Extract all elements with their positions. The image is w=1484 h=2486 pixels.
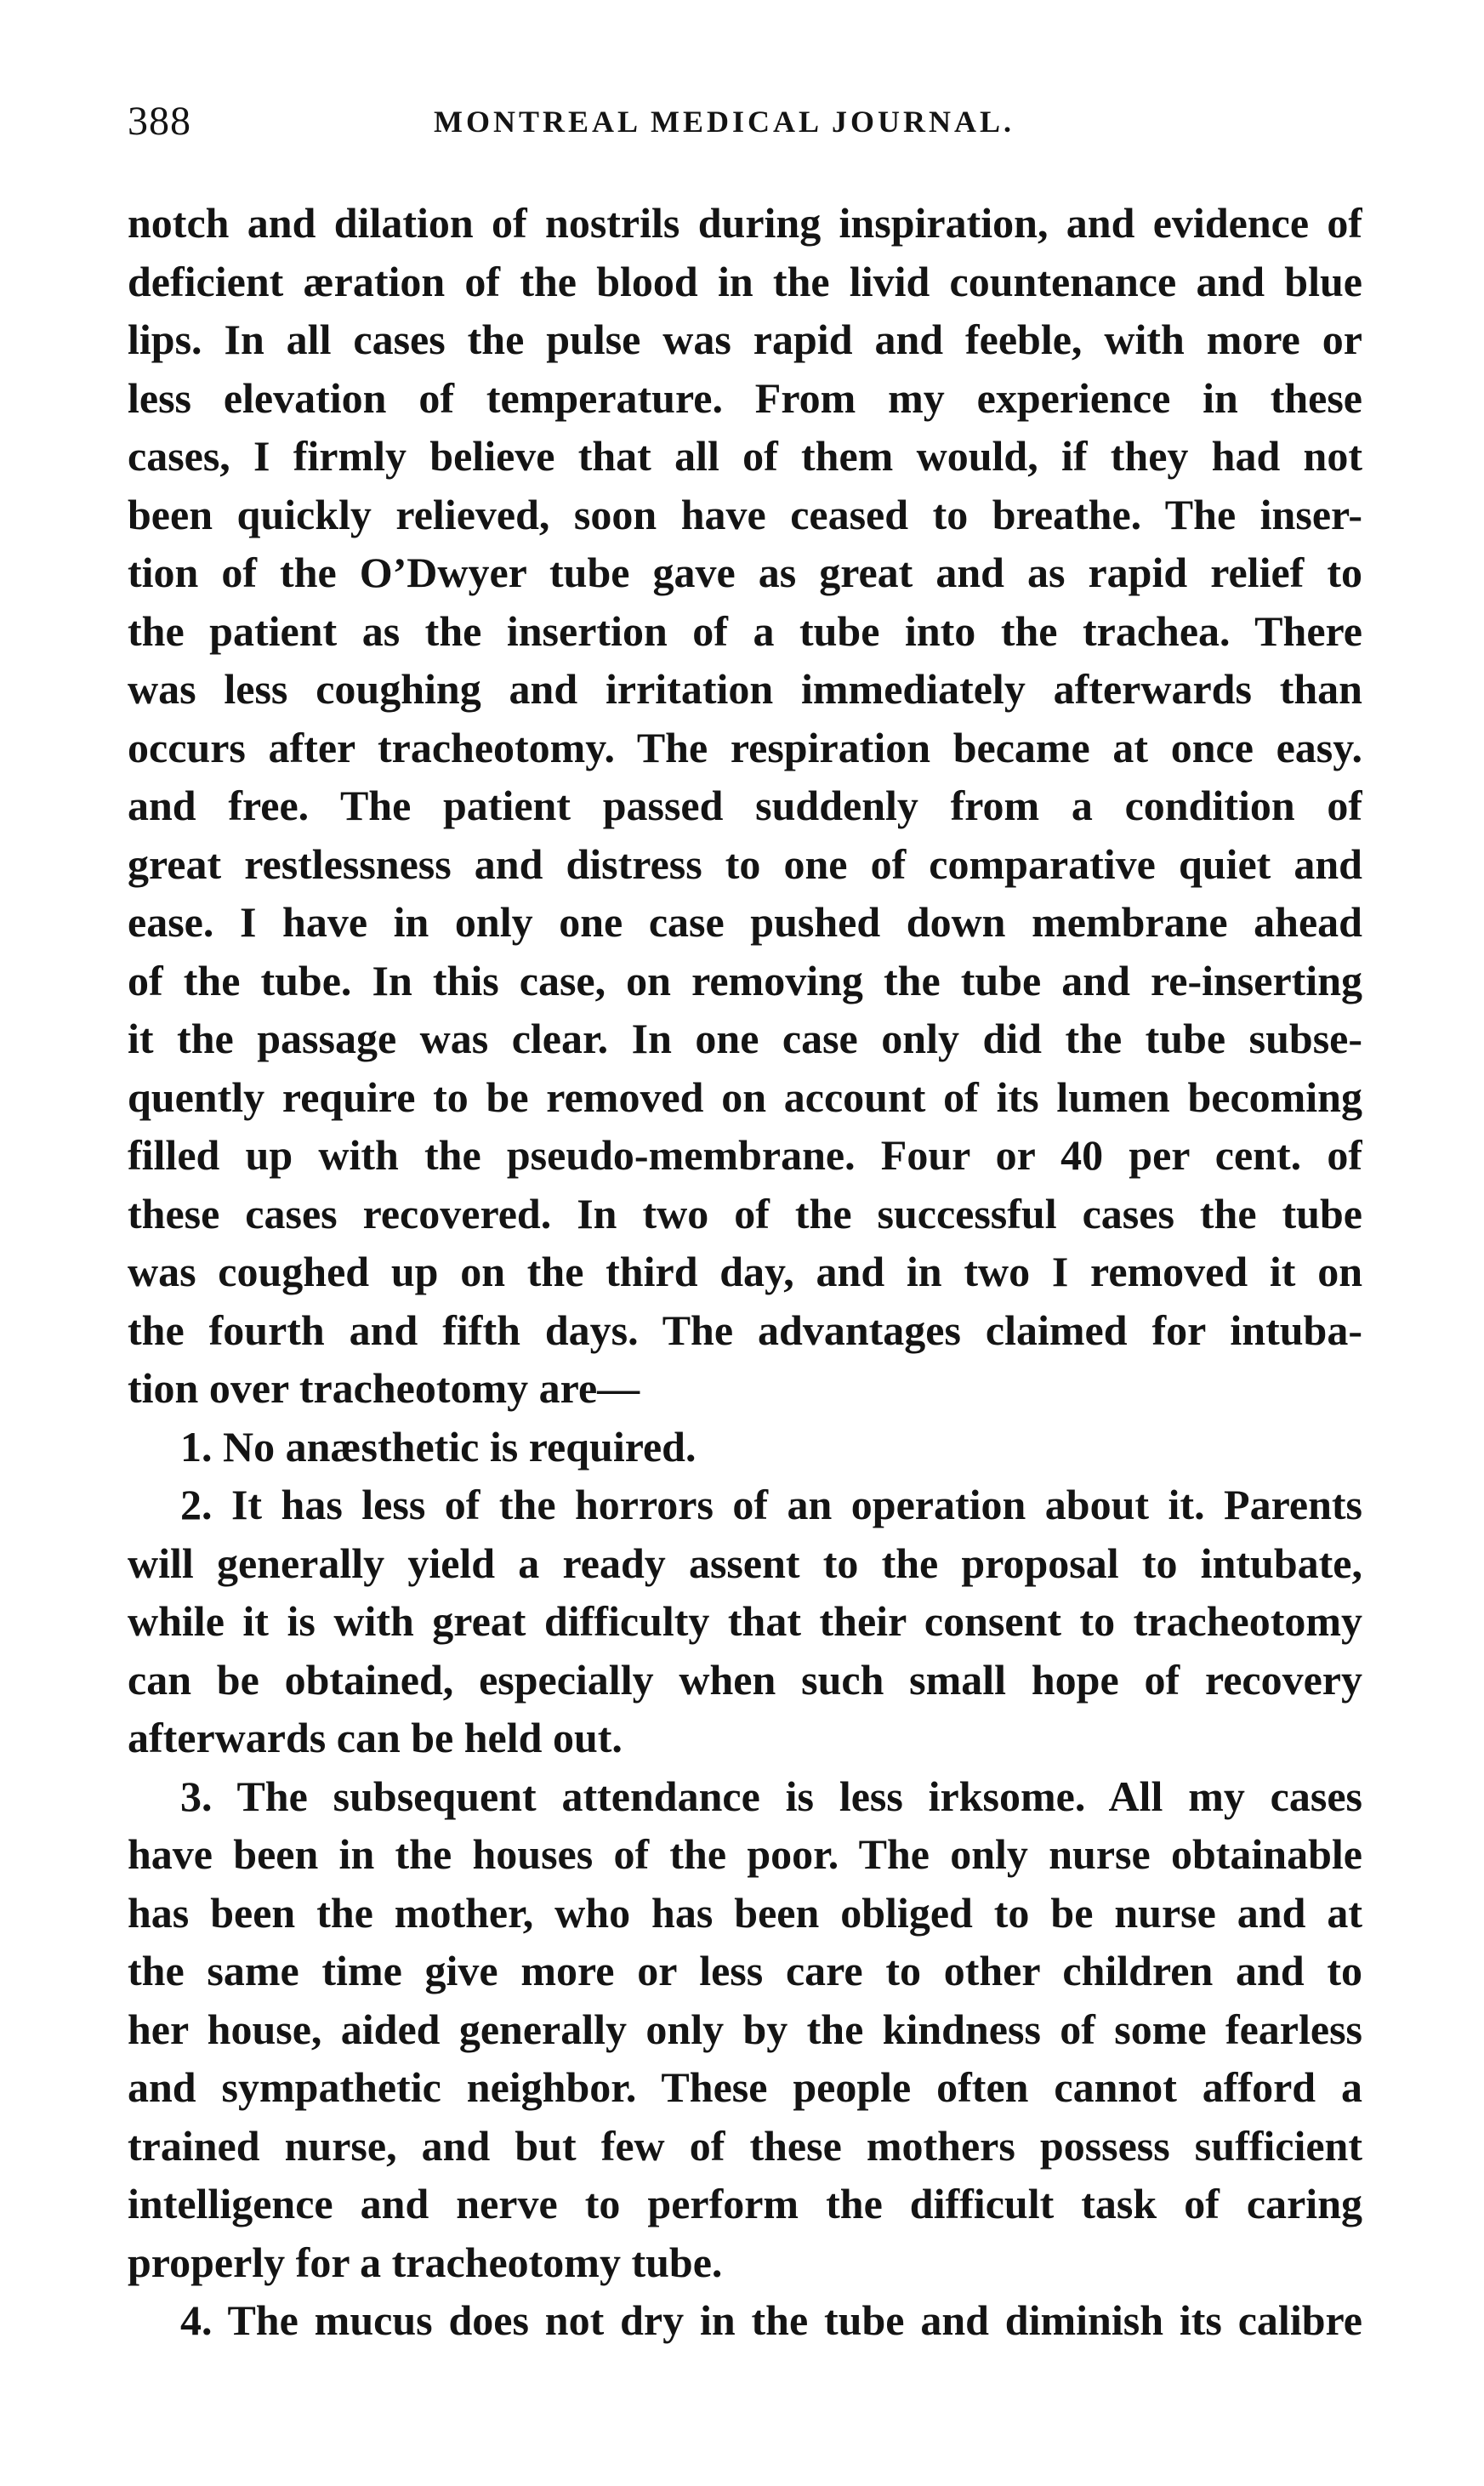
text-line: intelligence and nerve to perform the difficult task of caring — [128, 2180, 1362, 2227]
text-line: cases, I firmly believe that all of them would, if they had not — [128, 432, 1362, 480]
text-line: deficient æration of the blood in the livid countenance and blue — [128, 257, 1362, 305]
text-line: great restlessness and distress to one of comparative quiet and — [128, 839, 1362, 888]
text-line: ease. I have in only one case pushed down membrane ahead — [128, 898, 1362, 946]
body-text — [128, 194, 1362, 2350]
text-line: tion over tracheotomy are— — [128, 1364, 640, 1412]
text-line: occurs after tracheotomy. The respiration became at once easy. — [128, 723, 1362, 771]
text-line: was coughed up on the third day, and in two I removed it on — [128, 1248, 1362, 1295]
text-line: and free. The patient passed suddenly from a condition of — [128, 782, 1362, 829]
text-line: the patient as the insertion of a tube into the trachea. There — [128, 606, 1362, 655]
list-item-1: 1. No anæsthetic is required. — [180, 1422, 697, 1471]
text-line: afterwards can be held out. — [128, 1714, 623, 1761]
running-head: MONTREAL MEDICAL JOURNAL. — [434, 105, 1015, 139]
text-line: have been in the houses of the poor. The only nurse obtainable — [128, 1830, 1362, 1878]
text-line: the same time give more or less care to other children and to — [128, 1947, 1362, 1994]
text-line: while it is with great difficulty that their consent to tracheotomy — [128, 1597, 1362, 1645]
text-line: tion of the O’Dwyer tube gave as great and as rapid relief to — [128, 549, 1362, 596]
text-line: her house, aided generally only by the kindness of some fearless — [128, 2005, 1362, 2053]
text-line: will generally yield a ready assent to the proposal to intubate, — [128, 1539, 1362, 1587]
text-line: it the passage was clear. In one case only did the tube subse- — [128, 1015, 1362, 1062]
text-line: these cases recovered. In two of the successful cases the tube — [128, 1189, 1362, 1237]
text-line: properly for a tracheotomy tube. — [128, 2238, 723, 2286]
text-line: of the tube. In this case, on removing the tube and re-inserting — [128, 956, 1362, 1004]
list-item-2: 2. It has less of the horrors of an operation about it. Parents — [180, 1481, 1362, 1528]
list-item-3: 3. The subsequent attendance is less irksome. All my cases — [180, 1772, 1362, 1820]
text-line: been quickly relieved, soon have ceased to breathe. The inser- — [128, 490, 1362, 538]
text-line: filled up with the pseudo-membrane. Four or 40 per cent. of — [128, 1131, 1362, 1179]
text-line: and sympathetic neighbor. These people often cannot afford a — [128, 2063, 1362, 2111]
text-line: less elevation of temperature. From my experience in these — [128, 373, 1362, 422]
text-line: trained nurse, and but few of these mothers possess sufficient — [128, 2121, 1362, 2170]
text-line: can be obtained, especially when such small hope of recovery — [128, 1655, 1362, 1704]
text-line: was less coughing and irritation immediately afterwards than — [128, 665, 1362, 713]
text-line: notch and dilation of nostrils during inspiration, and evidence of — [128, 199, 1362, 247]
list-item-4: 4. The mucus does not dry in the tube and diminish its calibre — [180, 2296, 1362, 2344]
text-line: lips. In all cases the pulse was rapid and feeble, with more or — [128, 316, 1362, 363]
page-header — [128, 92, 1361, 151]
text-line: quently require to be removed on account of its lumen becoming — [128, 1072, 1362, 1121]
text-line: has been the mother, who has been obliged to be nurse and at — [128, 1888, 1362, 1937]
text-line: the fourth and fifth days. The advantages claimed for intuba- — [128, 1306, 1362, 1354]
page-number: 388 — [128, 99, 191, 144]
